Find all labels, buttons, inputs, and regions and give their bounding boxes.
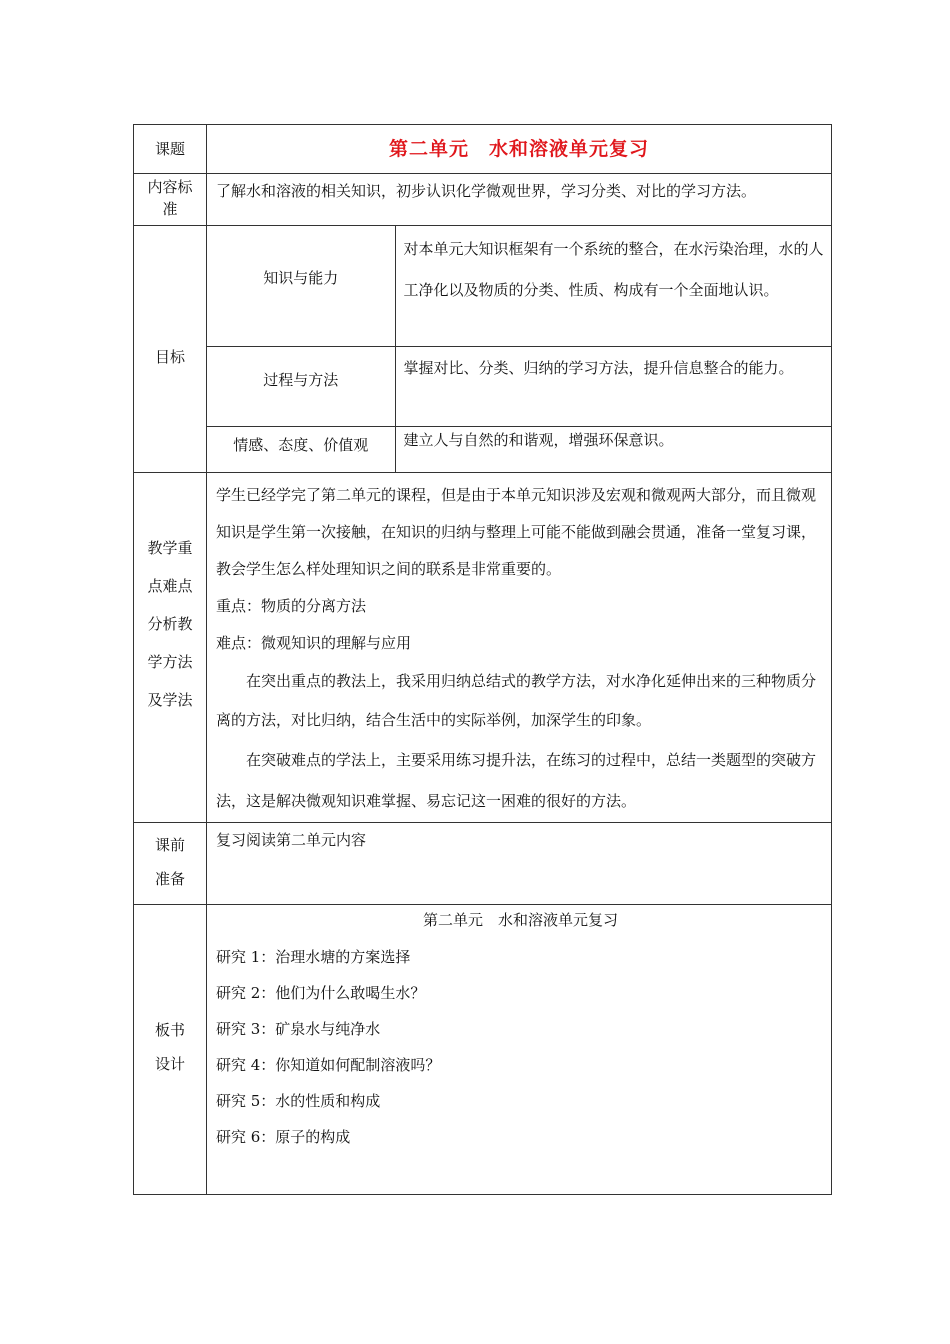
analysis-row <box>134 473 832 823</box>
lesson-title: 第二单元 水和溶液单元复习 <box>388 138 649 160</box>
goal-text-emotion: 建立人与自然的和谐观，增强环保意识。 <box>395 426 832 472</box>
content-standard-row <box>134 174 832 226</box>
analysis-text-cell <box>207 473 832 823</box>
analysis-paragraph-1: 学生已经学完了第二单元的课程，但是由于本单元知识涉及宏观和微观两大部分，而且微观知识是学生第一次接触，在知识的归纳与整理上可能不能做到融会贯通，准备一堂复习课，教会学生怎么样处理知识之间的联系是非常重要的。 <box>216 486 817 578</box>
preparation-label: 课前准备 <box>134 823 207 905</box>
board-item-2: 研究 2：他们为什么敢喝生水？ <box>216 984 426 1002</box>
board-title: 第二单元 水和溶液单元复习 <box>422 911 618 929</box>
goal-name-emotion: 情感、态度、价值观 <box>207 426 395 472</box>
goal-row-process <box>207 346 832 426</box>
board-row <box>134 905 832 1195</box>
board-item-4: 研究 4：你知道如何配制溶液吗？ <box>216 1056 441 1074</box>
goals-cell <box>207 226 832 473</box>
goal-text-knowledge: 对本单元大知识框架有一个系统的整合，在水污染治理，水的人工净化以及物质的分类、性质、构成有一个全面地认识。 <box>395 226 832 346</box>
goals-table <box>207 226 832 472</box>
analysis-paragraph-learning: 在突破难点的学法上，主要采用练习提升法，在练习的过程中，总结一类题型的突破方法，这是解决微观知识难掌握、易忘记这一困难的很好的方法。 <box>216 751 817 810</box>
difficult-point: 难点：微观知识的理解与应用 <box>216 634 412 652</box>
content-standard-label: 内容标准 <box>134 174 207 226</box>
preparation-row <box>134 823 832 905</box>
board-cell <box>207 905 832 1195</box>
board-item-6: 研究 6：原子的构成 <box>216 1128 351 1146</box>
analysis-label: 教学重点难点分析教学方法及学法 <box>134 473 207 823</box>
content-standard-text: 了解水和溶液的相关知识，初步认识化学微观世界，学习分类、对比的学习方法。 <box>207 174 832 226</box>
goals-row <box>134 226 832 473</box>
board-label: 板书设计 <box>134 905 207 1195</box>
preparation-text: 复习阅读第二单元内容 <box>207 823 832 905</box>
board-item-5: 研究 5：水的性质和构成 <box>216 1092 381 1110</box>
goal-row-emotion <box>207 426 832 472</box>
topic-row <box>134 125 832 174</box>
goal-row-knowledge <box>207 226 832 346</box>
key-point: 重点：物质的分离方法 <box>216 597 367 615</box>
board-item-3: 研究 3：矿泉水与纯净水 <box>216 1020 381 1038</box>
topic-title-cell <box>207 125 832 174</box>
goal-text-process: 掌握对比、分类、归纳的学习方法，提升信息整合的能力。 <box>395 346 832 426</box>
goal-name-knowledge: 知识与能力 <box>207 226 395 346</box>
goals-label: 目标 <box>134 226 207 473</box>
topic-label: 课题 <box>134 125 207 174</box>
board-item-1: 研究 1：治理水塘的方案选择 <box>216 948 411 966</box>
analysis-paragraph-teaching: 在突出重点的教法上，我采用归纳总结式的教学方法，对水净化延伸出来的三种物质分离的方法，对比归纳，结合生活中的实际举例，加深学生的印象。 <box>216 672 817 729</box>
goal-name-process: 过程与方法 <box>207 346 395 426</box>
lesson-plan-table <box>133 124 832 1195</box>
